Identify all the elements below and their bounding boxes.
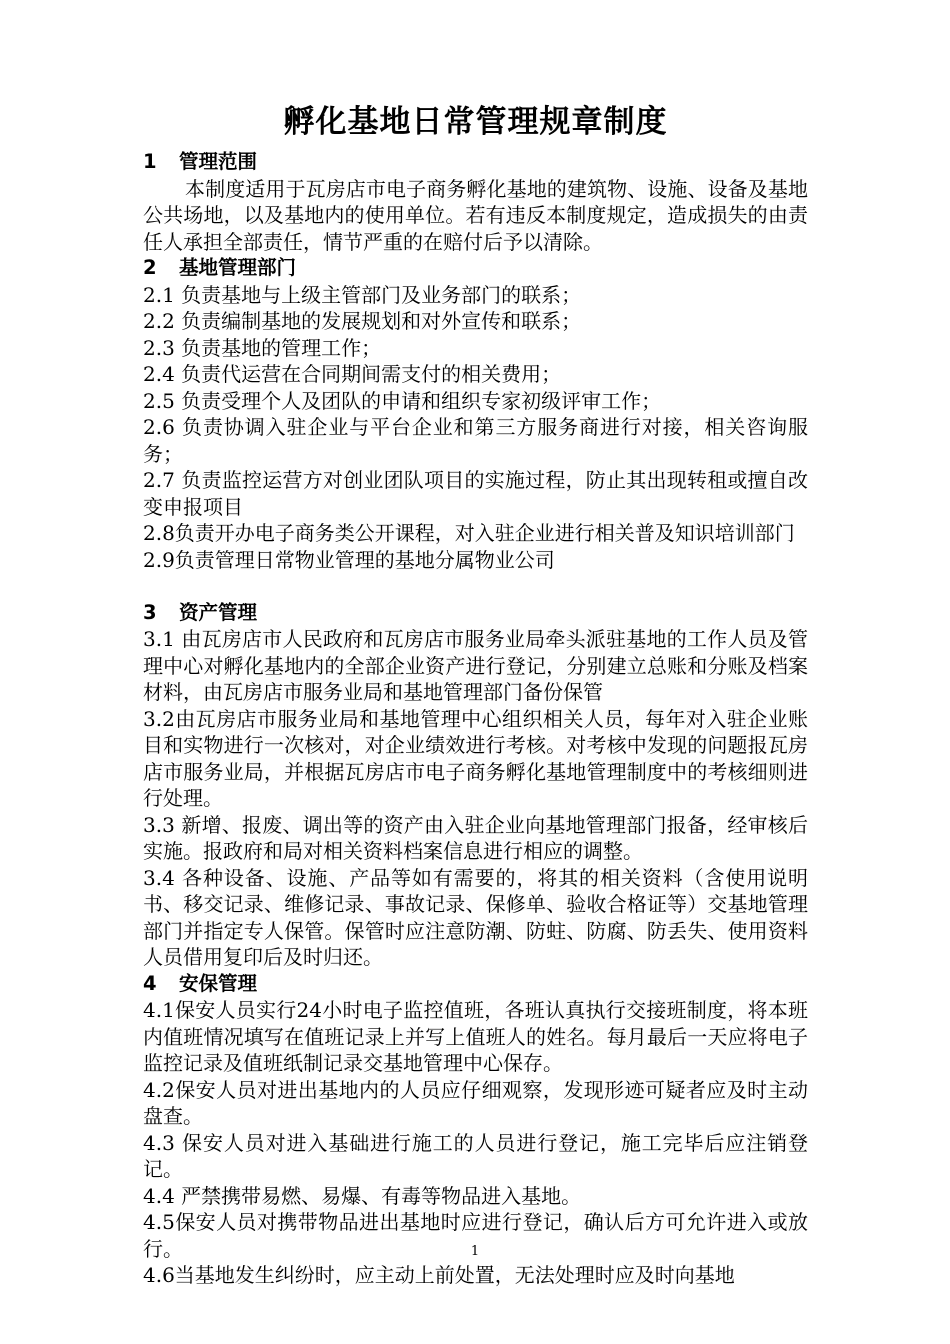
section-title: 安保管理: [179, 971, 258, 995]
section-heading: [143, 149, 808, 176]
section-heading: [143, 971, 808, 998]
blank-line: [143, 573, 808, 600]
document-title: 孵化基地日常管理规章制度: [283, 104, 668, 140]
section-heading: [143, 600, 808, 627]
list-item: 2.6 负责协调入驻企业与平台企业和第三方服务商进行对接，相关咨询服务；: [143, 415, 808, 466]
list-item: 4.4 严禁携带易燃、易爆、有毒等物品进入基地。: [143, 1183, 582, 1208]
paragraph: 本制度适用于瓦房店市电子商务孵化基地的建筑物、设施、设备及基地公共场地，以及基地内的使用单位。若有违反本制度规定，造成损失的由责任人承担全部责任，情节严重的在赔付后予以清除。: [143, 176, 808, 254]
list-item: 4.2保安人员对进出基地内的人员应仔细观察，发现形迹可疑者应及时主动盘查。: [143, 1077, 808, 1128]
section-number: 2: [143, 256, 157, 279]
section-heading: [143, 255, 808, 282]
section-title: 资产管理: [179, 600, 258, 624]
list-item: 3.1 由瓦房店市人民政府和瓦房店市服务业局牵头派驻基地的工作人员及管理中心对孵化基地内的全部企业资产进行登记，分别建立总账和分账及档案材料，由瓦房店市服务业局和基地管理部门备份保管: [143, 627, 808, 704]
list-item: 4.1保安人员实行24小时电子监控值班，各班认真执行交接班制度，将本班内值班情况填写在值班记录上并写上值班人的姓名。每月最后一天应将电子监控记录及值班纸制记录交基地管理中心保存。: [143, 998, 808, 1075]
list-item: 4.5保安人员对携带物品进出基地时应进行登记，确认后方可允许进入或放行。: [143, 1210, 808, 1261]
list-item: 3.4 各种设备、设施、产品等如有需要的，将其的相关资料（含使用说明书、移交记录、维修记录、事故记录、保修单、验收合格证等）交基地管理部门并指定专人保管。保管时应注意防潮、防蛀、防腐、防丢失、使用资料人员借用复印后及时归还。: [143, 865, 808, 969]
list-item: 3.3 新增、报废、调出等的资产由入驻企业向基地管理部门报备，经审核后实施。报政府和局对相关资料档案信息进行相应的调整。: [143, 812, 808, 863]
list-item: 3.2由瓦房店市服务业局和基地管理中心组织相关人员，每年对入驻企业账目和实物进行一次核对，对企业绩效进行考核。对考核中发现的问题报瓦房店市服务业局，并根据瓦房店市电子商务孵化基地管理制度中的考核细则进行处理。: [143, 706, 808, 810]
list-item: 2.7 负责监控运营方对创业团队项目的实施过程，防止其出现转租或擅自改变申报项目: [143, 468, 808, 519]
list-item: 2.2 负责编制基地的发展规划和对外宣传和联系；: [143, 309, 582, 333]
list-item: 2.4 负责代运营在合同期间需支付的相关费用；: [143, 362, 562, 386]
page-number: 1: [470, 1244, 480, 1259]
section-number: 1: [143, 150, 157, 173]
list-item: 2.1 负责基地与上级主管部门及业务部门的联系；: [143, 282, 582, 307]
list-item: 2.5 负责受理个人及团队的申请和组织专家初级评审工作；: [143, 388, 662, 413]
list-item: 2.8负责开办电子商务类公开课程，对入驻企业进行相关普及知识培训部门: [143, 521, 795, 545]
section-title: 基地管理部门: [179, 256, 297, 279]
list-item: 4.3 保安人员对进入基础进行施工的人员进行登记，施工完毕后应注销登记。: [143, 1130, 808, 1181]
document-page: [143, 95, 808, 1289]
section-number: 3: [143, 600, 157, 624]
section-number: 4: [143, 971, 157, 995]
list-item: 2.3 负责基地的管理工作；: [143, 335, 382, 360]
section-title: 管理范围: [179, 150, 258, 173]
list-item: 2.9负责管理日常物业管理的基地分属物业公司: [143, 547, 555, 572]
list-item: 4.6当基地发生纠纷时，应主动上前处置，无法处理时应及时向基地: [143, 1263, 735, 1287]
